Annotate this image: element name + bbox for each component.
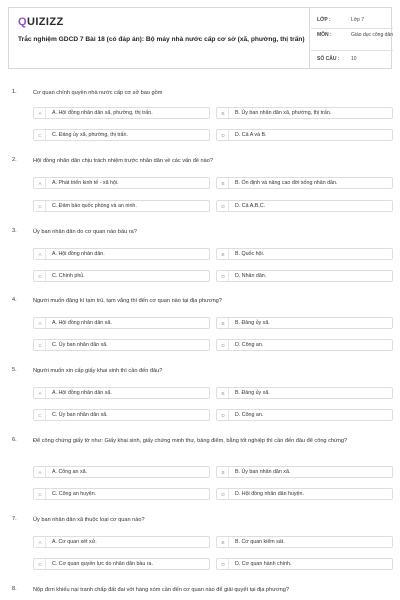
option-b[interactable] [216,248,393,260]
option-text: B. Đảng ủy xã. [235,320,270,326]
option-b[interactable] [216,466,393,478]
option-text: D. Công an. [235,412,264,418]
option-b[interactable] [216,107,393,119]
option-letter: C [35,410,46,420]
option-letter: B [218,537,229,547]
option-letter: B [218,467,229,477]
option-a[interactable] [33,387,210,399]
option-letter: B [218,178,229,188]
question-text: Ủy ban nhân dân do cơ quan nào bầu ra? [33,229,137,235]
question-number: 4. [12,297,17,303]
option-b[interactable] [216,317,393,329]
question-number: 8. [12,586,17,592]
question-text: Ủy ban nhân dân xã thuộc loại cơ quan nào? [33,517,145,523]
option-c[interactable] [33,270,210,282]
option-c[interactable] [33,558,210,570]
option-text: B. Ủy ban nhân dân xã. [235,469,291,475]
option-letter: A [35,537,46,547]
quizizz-logo: QUIZIZZ [18,16,64,28]
question-number: 7. [12,516,17,522]
option-c[interactable] [33,409,210,421]
option-text: B. Đảng ủy xã. [235,390,270,396]
question-text: Nộp đơn khiếu nại tranh chấp đất đai với hàng xóm cần đến cơ quan nào để giải quyết tại địa phương? [33,587,290,593]
option-text: A. Hội đồng nhân dân. [52,251,105,257]
worksheet-header [8,7,392,69]
option-letter: C [35,201,46,211]
option-c[interactable] [33,488,210,500]
option-letter: C [35,489,46,499]
meta-separator [311,28,393,29]
option-letter: A [35,178,46,188]
option-letter: B [218,108,229,118]
option-text: D. Nhân dân. [235,273,267,279]
question-text: Người muốn xin cấp giấy khai sinh thì cần đến đâu? [33,368,163,374]
question-text: Người muốn đăng kí tạm trú, tạm vắng thì đến cơ quan nào tại địa phương? [33,298,222,304]
option-text: C. Ủy ban nhân dân xã. [52,342,108,348]
option-letter: B [218,318,229,328]
option-c[interactable] [33,200,210,212]
option-text: D. Hội đồng nhân dân huyện. [235,491,304,497]
option-d[interactable] [216,409,393,421]
option-text: C. Cơ quan quyền lực do nhân dân bầu ra. [52,561,153,567]
option-a[interactable] [33,107,210,119]
question-number: 2. [12,157,17,163]
question-text: Cơ quan chính quyền nhà nước cấp cơ sở bao gồm [33,90,163,96]
question-number: 1. [12,89,17,95]
option-d[interactable] [216,200,393,212]
option-text: B. Cơ quan kiểm sát. [235,539,285,545]
meta-separator [311,50,393,51]
question-text: Để công chứng giấy tờ như: Giấy khai sinh, giấy chứng minh thư, bảng điểm, bằng tốt nghiệp thì cần đến đâu để công chứng? [33,438,348,444]
option-text: D. Công an. [235,342,264,348]
option-c[interactable] [33,339,210,351]
subject-value: Giáo dục công dân [351,32,393,38]
option-text: C. Đảm bảo quốc phòng và an ninh. [52,203,137,209]
option-b[interactable] [216,177,393,189]
option-d[interactable] [216,270,393,282]
option-text: B. Ổn định và nâng cao đời sống nhân dân. [235,180,338,186]
option-b[interactable] [216,536,393,548]
option-text: A. Hội đồng nhân dân xã, phường, thị trấn. [52,110,153,116]
option-letter: D [218,410,229,420]
option-text: A. Hội đồng nhân dân xã. [52,390,112,396]
option-letter: A [35,388,46,398]
option-a[interactable] [33,317,210,329]
option-letter: C [35,271,46,281]
grade-value: Lớp 7 [351,17,365,23]
question-number: 3. [12,228,17,234]
option-d[interactable] [216,488,393,500]
option-letter: D [218,559,229,569]
option-text: D. Cả A,B,C. [235,203,266,209]
option-text: B. Ủy ban nhân dân xã, phường, thị trấn. [235,110,332,116]
option-b[interactable] [216,387,393,399]
option-text: C. Công an huyện. [52,491,97,497]
option-letter: B [218,388,229,398]
option-text: A. Công an xã. [52,469,88,475]
option-letter: D [218,271,229,281]
question-text: Hội đồng nhân dân chịu trách nhiệm trước nhân dân về các vấn đề nào? [33,158,214,164]
grade-label: LỚP : [317,17,331,23]
option-letter: A [35,318,46,328]
option-letter: D [218,130,229,140]
option-text: C. Đảng ủy xã, phường, thị trấn. [52,132,128,138]
option-a[interactable] [33,466,210,478]
option-a[interactable] [33,536,210,548]
option-text: A. Phát triển kinh tế - xã hội. [52,180,119,186]
option-letter: A [35,249,46,259]
option-letter: B [218,249,229,259]
option-d[interactable] [216,339,393,351]
option-text: C. Ủy ban nhân dân xã. [52,412,108,418]
option-letter: A [35,108,46,118]
question-number: 6. [12,437,17,443]
option-letter: D [218,201,229,211]
option-a[interactable] [33,177,210,189]
option-c[interactable] [33,129,210,141]
count-value: 10 [351,56,357,62]
option-d[interactable] [216,129,393,141]
option-text: B. Quốc hội. [235,251,265,257]
option-text: D. Cơ quan hành chính. [235,561,292,567]
meta-divider [309,8,310,68]
logo-text: UIZIZZ [26,16,64,28]
option-text: D. Cả A và B. [235,132,267,138]
count-label: SỐ CÂU : [317,56,340,62]
option-letter: C [35,130,46,140]
option-d[interactable] [216,558,393,570]
option-text: A. Hội đồng nhân dân xã. [52,320,112,326]
subject-label: MÔN : [317,32,332,38]
option-letter: C [35,559,46,569]
option-letter: C [35,340,46,350]
option-a[interactable] [33,248,210,260]
question-number: 5. [12,367,17,373]
option-text: A. Cơ quan xét xử. [52,539,97,545]
option-letter: D [218,340,229,350]
option-letter: A [35,467,46,477]
option-text: C. Chính phủ. [52,273,85,279]
worksheet-title: Trắc nghiệm GDCD 7 Bài 18 (có đáp án): Bộ máy nhà nước cấp cơ sở (xã, phường, thị trấn) [18,36,305,43]
option-letter: D [218,489,229,499]
